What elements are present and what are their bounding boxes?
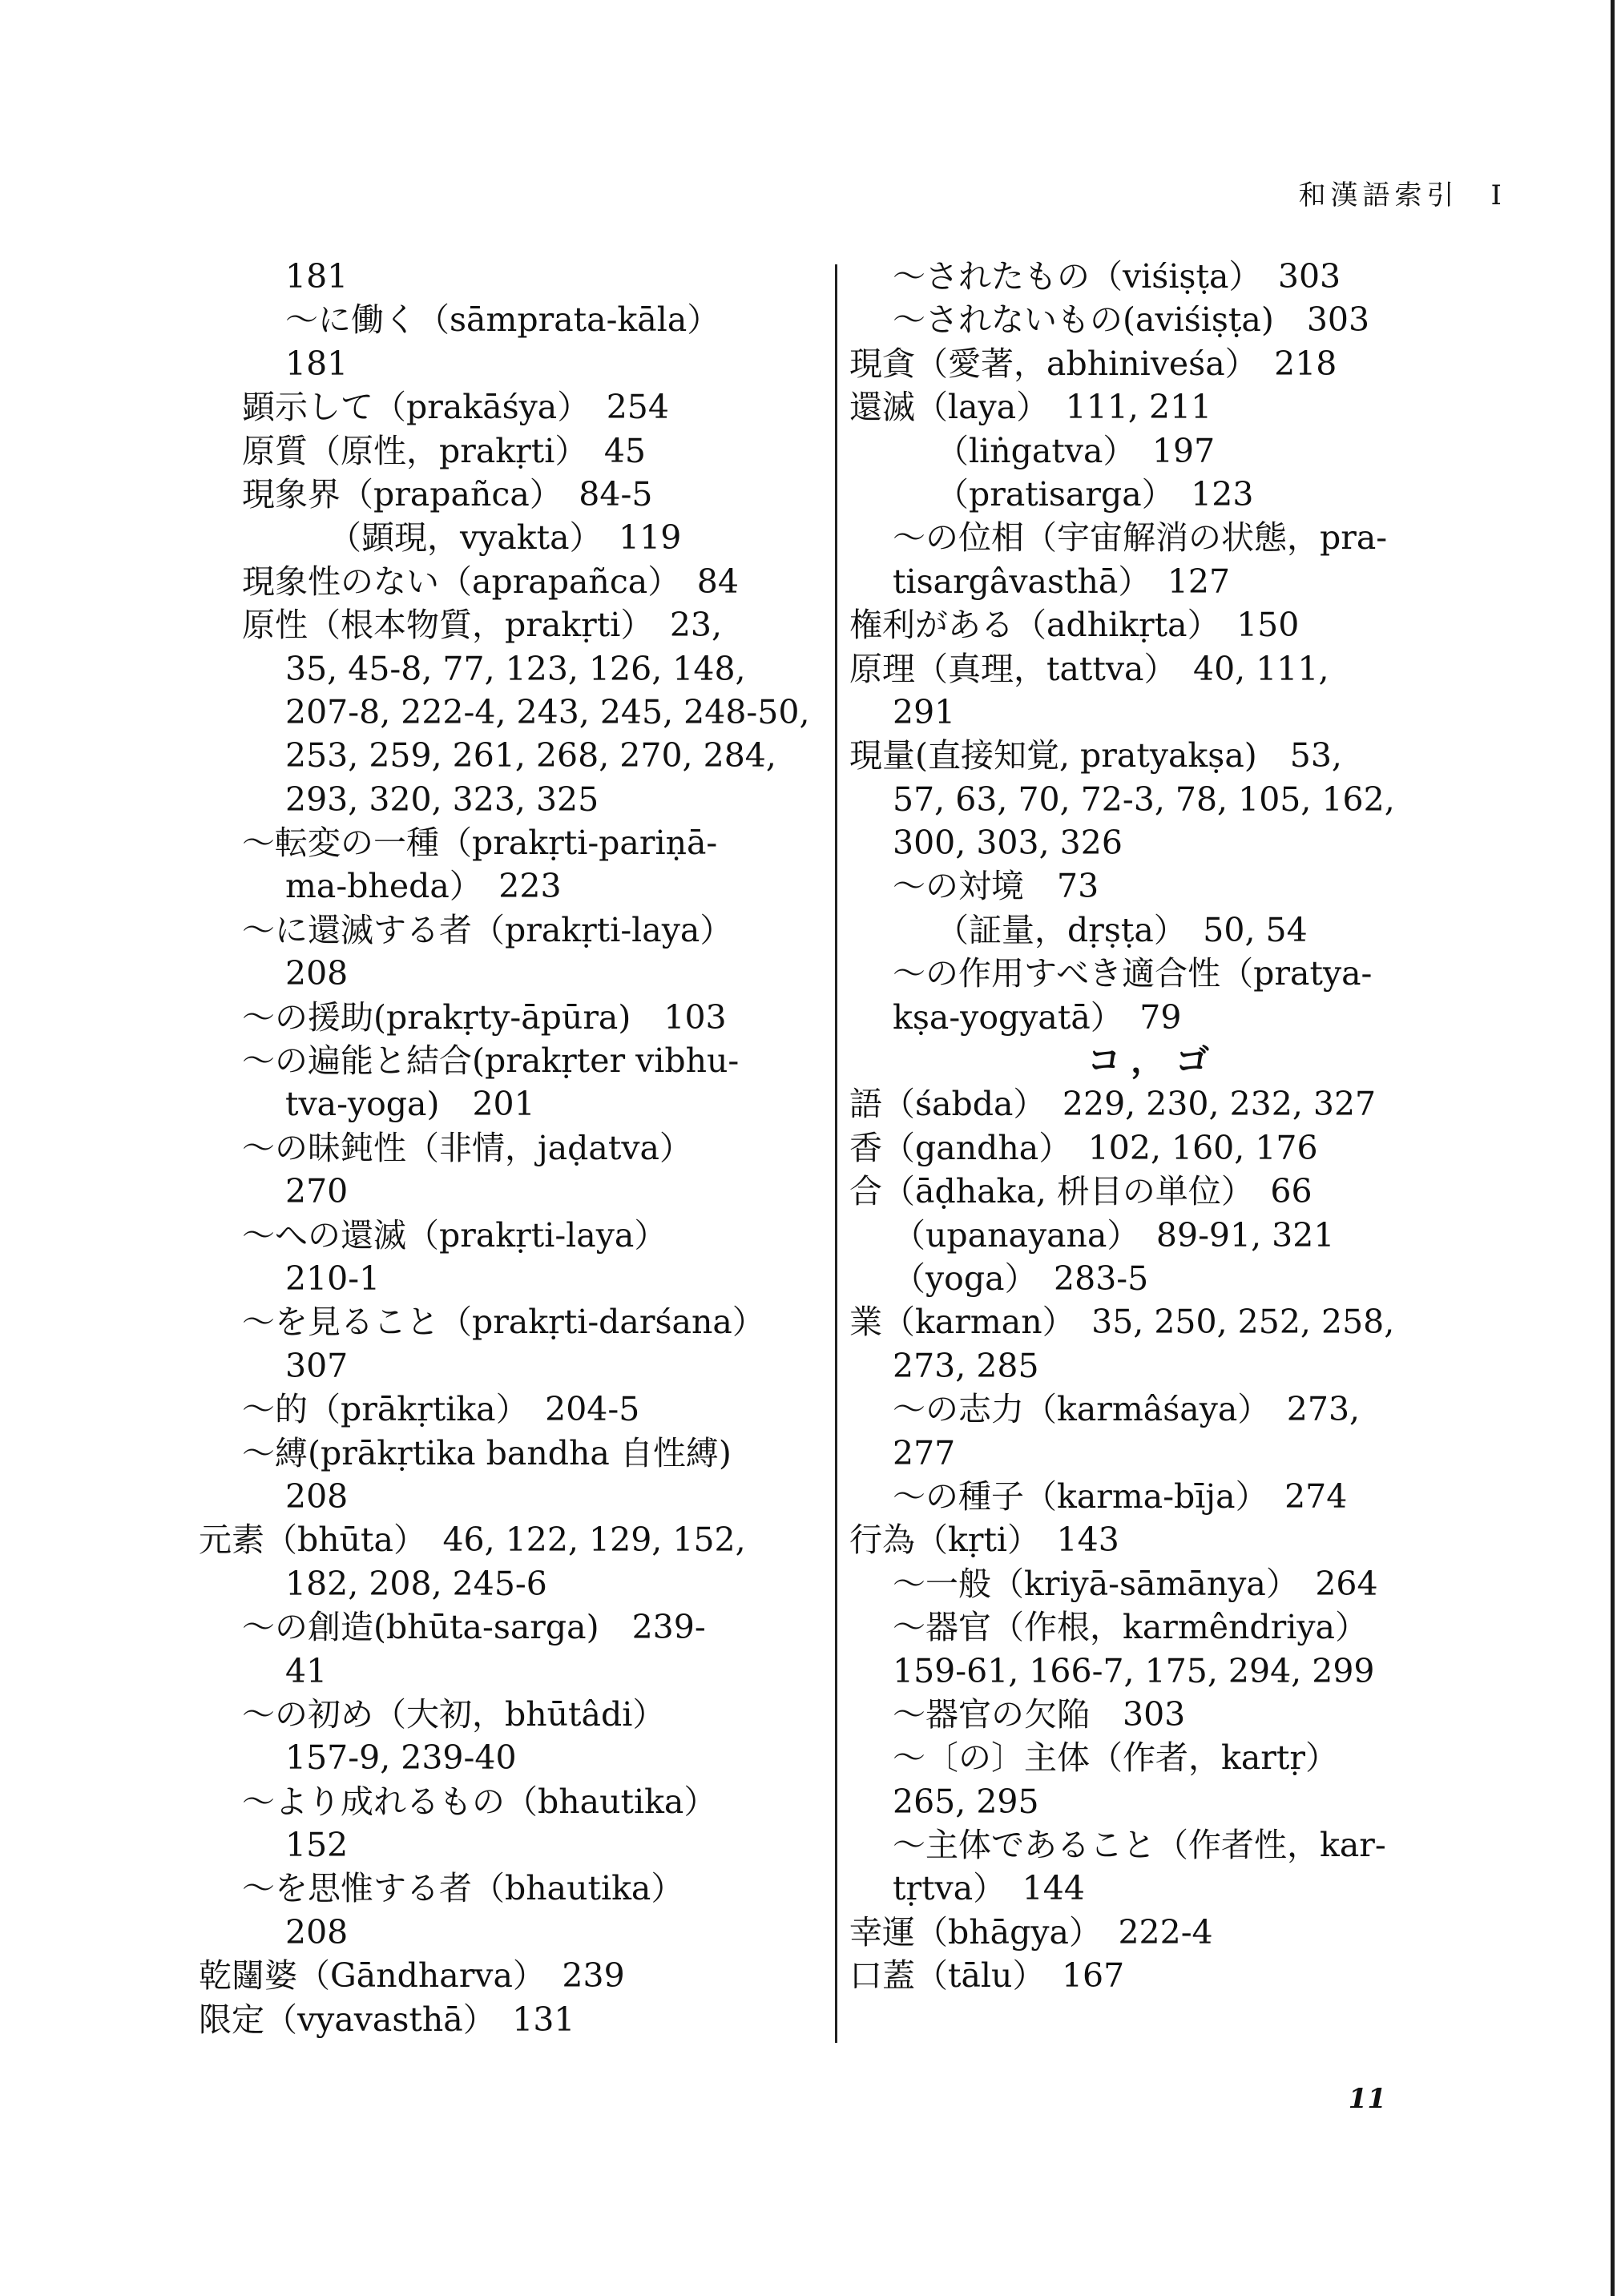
index-entry-line: 権利がある（adhikṛta） 150 (849, 606, 1300, 645)
index-entry-line: ～を見ること（prakṛti-darśana） (242, 1303, 765, 1342)
index-entry-line: 208 (285, 1912, 349, 1952)
index-entry-line: 277 (893, 1433, 956, 1472)
index-entry-line: ～の遍能と結合(prakṛter vibhu- (242, 1041, 740, 1081)
index-entry-line: tisargâvasthā） 127 (893, 562, 1231, 601)
index-entry-line: （証量，dṛṣṭa） 50, 54 (936, 910, 1308, 949)
index-entry-line: ～縛(prākṛtika bandha 自性縛) (242, 1433, 732, 1472)
index-entry-line: 顕示して（prakāśya） 254 (242, 388, 669, 427)
index-entry-line: ～より成れるもの（bhautika） (242, 1782, 717, 1821)
index-entry-line: ～の援助(prakṛty-āpūra) 103 (242, 997, 727, 1037)
index-entry-line: 152 (285, 1826, 349, 1865)
index-entry-line: 253, 259, 261, 268, 270, 284, (285, 736, 776, 775)
index-entry-line: ～されないもの(aviśiṣṭa) 303 (893, 300, 1370, 340)
index-entry-line: 207-8, 222-4, 243, 245, 248-50, (285, 692, 810, 731)
index-entry-line: 57, 63, 70, 72-3, 78, 105, 162, (893, 779, 1395, 819)
index-entry-line: ～の対境 73 (893, 867, 1099, 906)
running-header: 和漢語索引 I (1298, 179, 1506, 211)
index-entry-line: 業（karman） 35, 250, 252, 258, (849, 1303, 1395, 1342)
index-entry-line: （顕現，vyakta） 119 (329, 518, 682, 558)
index-entry-line: 現象性のない（aprapañca） 84 (242, 562, 739, 601)
index-entry-line: 現象界（prapañca） 84-5 (242, 474, 653, 514)
index-entry-line: ～の作用すべき適合性（pratya- (893, 954, 1373, 993)
page-edge-rule (1611, 0, 1615, 2296)
index-entry-line: ～の位相（宇宙解消の状態，pra- (893, 518, 1388, 558)
index-entry-line: 300, 303, 326 (893, 824, 1123, 863)
index-entry-line: 210-1 (285, 1259, 381, 1298)
index-entry-line: 幸運（bhāgya） 222-4 (849, 1912, 1213, 1952)
index-entry-line: 181 (285, 344, 349, 383)
index-entry-line: ～器官（作根，karmêndriya） (893, 1608, 1368, 1647)
index-entry-line: 限定（vyavasthā） 131 (199, 2000, 575, 2039)
page-number: 11 (1348, 2083, 1386, 2115)
index-entry-line: ～〔の〕主体（作者，kartṛ） (893, 1738, 1338, 1778)
index-entry-line: 41 (285, 1651, 328, 1690)
index-entry-line: 291 (893, 692, 956, 731)
index-entry-line: 273, 285 (893, 1346, 1039, 1385)
index-entry-line: （upanayana） 89-91, 321 (893, 1215, 1335, 1255)
index-entry-line: 265, 295 (893, 1782, 1039, 1821)
index-entry-line: ～の昧鈍性（非情，jaḍatva） (242, 1128, 692, 1167)
index-entry-line: （pratisarga） 123 (936, 474, 1254, 514)
index-entry-line: ～の種子（karma-bīja） 274 (893, 1476, 1348, 1516)
index-entry-line: ～の初め（大初，bhūtâdi） (242, 1694, 666, 1734)
index-entry-line: ～を思惟する者（bhautika） (242, 1869, 684, 1908)
index-entry-line: 合（āḍhaka, 枡目の単位） 66 (849, 1172, 1313, 1211)
index-entry-line: tva-yoga) 201 (285, 1085, 535, 1124)
index-entry-line: 原理（真理，tattva） 40, 111, (849, 649, 1329, 688)
index-entry-line: 270 (285, 1172, 349, 1211)
index-entry-line: 35, 45-8, 77, 123, 126, 148, (285, 649, 746, 688)
index-entry-line: ～転変の一種（prakṛti-pariṇā- (242, 824, 718, 863)
index-entry-line: 307 (285, 1346, 349, 1385)
index-entry-line: 語（śabda） 229, 230, 232, 327 (849, 1085, 1377, 1124)
index-entry-line: （yoga） 283-5 (893, 1259, 1149, 1298)
index-entry-line: 181 (285, 257, 349, 296)
index-entry-line: ～に働く（sāmprata-kāla） (285, 300, 720, 340)
index-column-right (849, 255, 1458, 1998)
index-entry-line: ～されたもの（viśiṣṭa） 303 (893, 257, 1341, 296)
index-entry-line: 現貪（愛著，abhiniveśa） 218 (849, 344, 1337, 383)
index-entry-line: 還滅（laya） 111, 211 (849, 388, 1212, 427)
index-entry-line: ～器官の欠陥 303 (893, 1694, 1186, 1734)
index-entry-line: ～に還滅する者（prakṛti-laya） (242, 910, 733, 949)
index-entry-line: 現量(直接知覚, pratyakṣa) 53, (849, 736, 1342, 775)
index-entry-line: ～的（prākṛtika） 204-5 (242, 1390, 640, 1429)
index-entry-line: ～への還滅（prakṛti-laya） (242, 1215, 667, 1255)
index-entry-line: ～の創造(bhūta-sarga) 239- (242, 1608, 706, 1647)
index-entry-line: 元素（bhūta） 46, 122, 129, 152, (199, 1521, 746, 1560)
section-heading: コ，ゴ (1087, 1041, 1221, 1081)
index-entry-line: 159-61, 166-7, 175, 294, 299 (893, 1651, 1375, 1690)
index-entry-line: 香（gandha） 102, 160, 176 (849, 1128, 1318, 1167)
index-entry-line: kṣa-yogyatā） 79 (893, 997, 1182, 1037)
index-entry-line: tṛtva） 144 (893, 1869, 1085, 1908)
index-entry-line: ma-bheda） 223 (285, 867, 562, 906)
index-entry-line: ～の志力（karmâśaya） 273, (893, 1390, 1361, 1429)
index-column-left (199, 255, 808, 2041)
index-entry-line: 157-9, 239-40 (285, 1738, 517, 1778)
index-entry-line: 182, 208, 245-6 (285, 1564, 547, 1603)
index-entry-line: ～主体であること（作者性，kar- (893, 1826, 1386, 1865)
index-entry-line: 208 (285, 954, 349, 993)
index-entry-line: 行為（kṛti） 143 (849, 1521, 1119, 1560)
index-entry-line: （liṅgatva） 197 (936, 431, 1216, 470)
index-entry-line: ～一般（kriyā-sāmānya） 264 (893, 1564, 1378, 1603)
column-divider (835, 264, 837, 2043)
index-entry-line: 原質（原性，prakṛti） 45 (242, 431, 646, 470)
index-entry-line: 乾闥婆（Gāndharva） 239 (199, 1956, 625, 1996)
index-entry-line: 208 (285, 1476, 349, 1516)
index-entry-line: 原性（根本物質，prakṛti） 23, (242, 606, 723, 645)
index-entry-line: 293, 320, 323, 325 (285, 779, 599, 819)
index-entry-line: 口蓋（tālu） 167 (849, 1956, 1125, 1996)
